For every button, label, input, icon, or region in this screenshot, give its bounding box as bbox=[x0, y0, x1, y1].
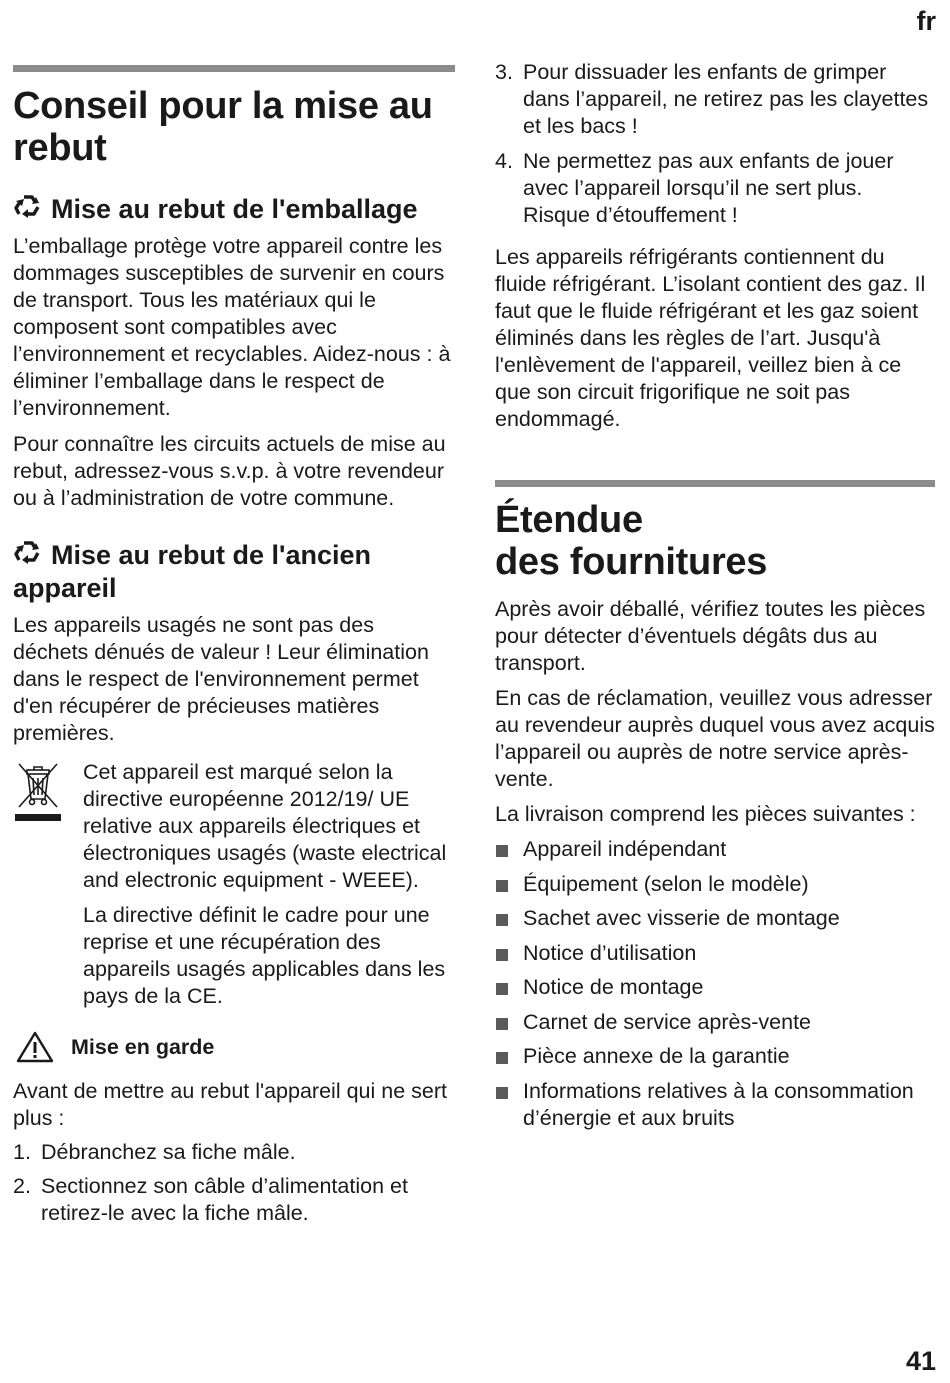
list-item: Notice de montage bbox=[495, 974, 935, 1001]
scope-paragraph-2: En cas de réclamation, veuillez vous adresser au revendeur auprès duquel vous avez acquis l’appareil ou auprès de notre service après-vente. bbox=[495, 686, 935, 791]
old-appliance-heading: Mise au rebut de l'ancien appareil bbox=[13, 540, 372, 603]
right-column bbox=[495, 0, 935, 1139]
square-bullet-icon bbox=[496, 914, 508, 926]
list-item: 4. Ne permettez pas aux enfants de jouer avec l’appareil lorsqu’il ne sert plus. Risque d’étouffement ! bbox=[495, 149, 894, 227]
section-rule bbox=[13, 65, 455, 72]
warning-intro: Avant de mettre au rebut l'appareil qui ne sert plus : bbox=[13, 1079, 447, 1130]
section-rule bbox=[495, 480, 935, 487]
list-item: Informations relatives à la consommation d’énergie et aux bruits bbox=[495, 1078, 935, 1132]
list-item: 2. Sectionnez son câble d’alimentation et retirez-le avec la fiche mâle. bbox=[13, 1174, 408, 1225]
recycle-icon bbox=[13, 539, 43, 567]
warning-steps bbox=[13, 1139, 455, 1227]
language-tag: fr bbox=[916, 6, 936, 36]
warning-title: Mise en garde bbox=[13, 1030, 455, 1064]
square-bullet-icon bbox=[496, 983, 508, 995]
square-bullet-icon bbox=[496, 845, 508, 857]
packaging-paragraph-2: Pour connaître les circuits actuels de mise au rebut, adressez-vous s.v.p. à votre revendeur ou à l’administration de votre commune. bbox=[13, 432, 446, 510]
list-item: Sachet avec visserie de montage bbox=[495, 905, 935, 932]
list-item: Appareil indépendant bbox=[495, 836, 935, 863]
square-bullet-icon bbox=[496, 1018, 508, 1030]
crossed-bin-icon bbox=[13, 761, 63, 825]
recycle-icon bbox=[13, 193, 43, 221]
packaging-paragraph-1: L’emballage protège votre appareil contre les dommages susceptibles de survenir en cours de transport. Tous les matériaux qui le composent sont compatibles avec l’environnement et recyclables. Aidez-nous : à éliminer l’emballage dans le respect de l’environnement. bbox=[13, 234, 451, 420]
left-column bbox=[13, 0, 455, 1227]
list-item: Carnet de service après-vente bbox=[495, 1009, 935, 1036]
warning-icon bbox=[15, 1030, 55, 1064]
warning-steps-continued bbox=[495, 59, 935, 229]
square-bullet-icon bbox=[496, 1087, 508, 1099]
scope-of-delivery-title: Étendue des fournitures bbox=[495, 499, 768, 583]
list-item: 3. Pour dissuader les enfants de grimper dans l’appareil, ne retirez pas les clayettes et les bacs ! bbox=[495, 60, 929, 138]
square-bullet-icon bbox=[496, 949, 508, 961]
packaging-heading: Mise au rebut de l'emballage bbox=[13, 193, 455, 226]
square-bullet-icon bbox=[496, 1052, 508, 1064]
page-number: 41 bbox=[905, 1346, 936, 1376]
scope-paragraph-1: Après avoir déballé, vérifiez toutes les pièces pour détecter d’éventuels dégâts dus au transport. bbox=[495, 597, 926, 675]
list-item: Pièce annexe de la garantie bbox=[495, 1043, 935, 1070]
refrigerant-paragraph: Les appareils réfrigérants contiennent du fluide réfrigérant. L’isolant contient des gaz. Il faut que le fluide réfrigérant et les gaz soient éliminés dans les règles de l’art. Jusqu'à l'enlèvement de l'appareil, veillez bien à ce que son circuit frigorifique ne soit pas endommagé. bbox=[495, 245, 926, 431]
square-bullet-icon bbox=[496, 880, 508, 892]
weee-paragraph-2: La directive définit le cadre pour une reprise et une récupération des appareils usagés applicables dans les pays de la CE. bbox=[83, 903, 446, 1008]
weee-paragraph-1: Cet appareil est marqué selon la directive européenne 2012/19/ UE relative aux appareils électriques et électroniques usagés (waste electrical and electronic equipment - WEEE). bbox=[83, 760, 447, 892]
old-appliance-paragraph: Les appareils usagés ne sont pas des déchets dénués de valeur ! Leur élimination dans le respect de l'environnement permet d'en récupérer de précieuses matières premières. bbox=[13, 613, 429, 745]
scope-paragraph-3: La livraison comprend les pièces suivantes : bbox=[495, 802, 916, 826]
disposal-title: Conseil pour la mise au rebut bbox=[13, 85, 433, 169]
list-item: 1. Débranchez sa fiche mâle. bbox=[13, 1140, 296, 1164]
weee-notice bbox=[13, 759, 455, 1010]
delivery-items-list bbox=[495, 836, 935, 1132]
list-item: Équipement (selon le modèle) bbox=[495, 871, 935, 898]
list-item: Notice d’utilisation bbox=[495, 940, 935, 967]
